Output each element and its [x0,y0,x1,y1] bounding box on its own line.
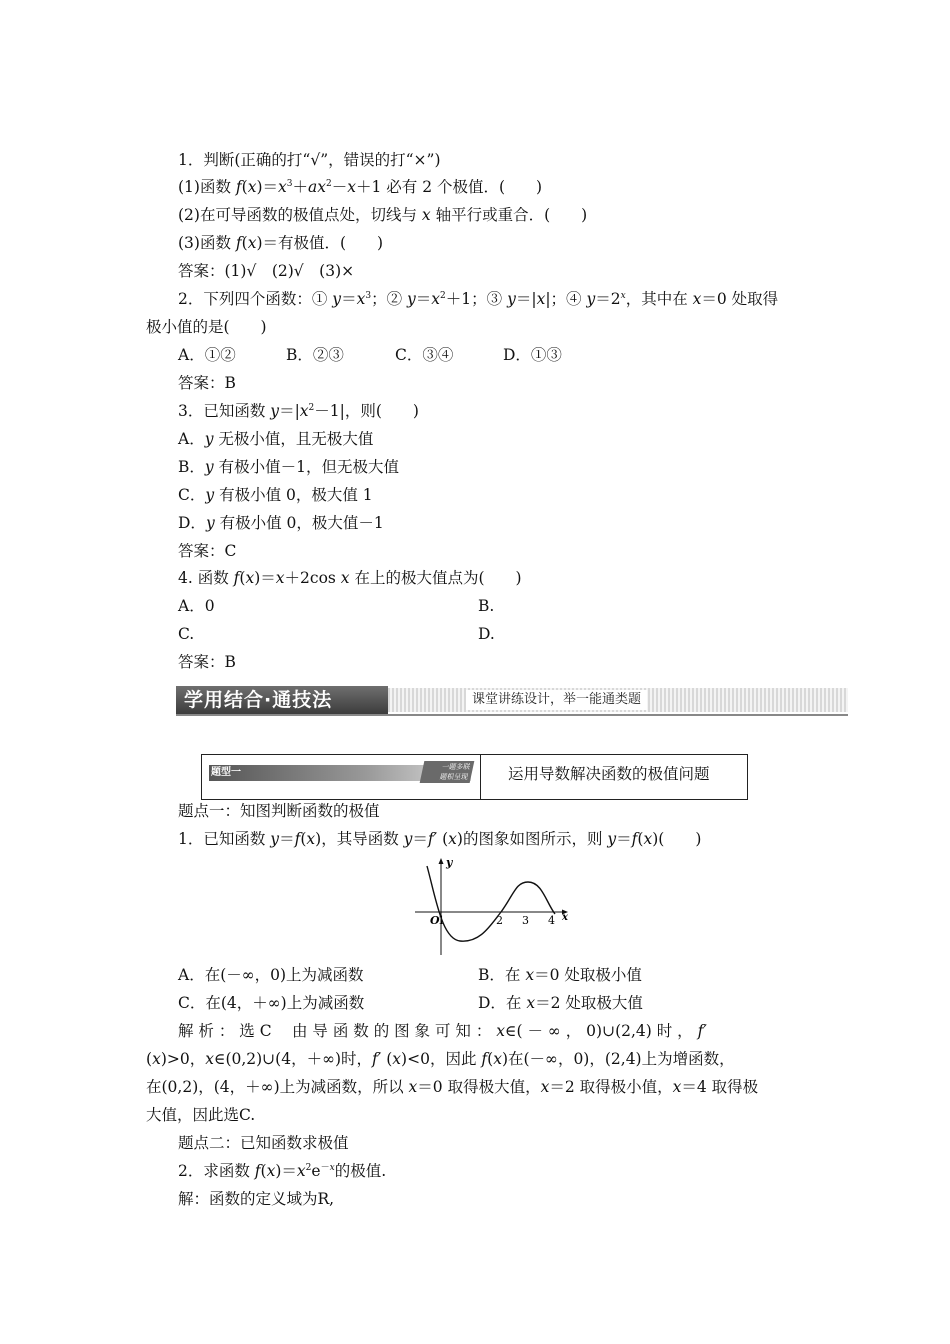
q1-item-1: (1)函数 $f(x)=x^3+ax^2-x+1$ 必有 2 个极值．( ) [178,178,543,196]
question-type-title: 运用导数解决函数的极值问题 [508,765,710,783]
derivative-graph [410,854,575,956]
q4-stem: 4. 函数 f(x)＝x＋2cos x 在上的极大值点为( ) [178,569,522,587]
example-1-option-c: C．在(4，＋∞)上为减函数 [178,994,365,1012]
origin-label: O [430,914,440,927]
y-axis-label: y [446,856,453,869]
topic-2-heading: 题点二：已知函数求极值 [178,1134,349,1152]
q4-option-c: C. [178,625,195,643]
q3-option-b: B．y 有极小值－1，但无极大值 [178,458,399,476]
q2-option-b: B．②③ [286,346,344,364]
question-type-box [201,754,748,800]
question-type-label-area [202,755,481,799]
q4-option-b: B. [478,597,495,615]
x-axis-label: x [562,912,568,923]
q1-answer: 答案：(1)√ (2)√ (3)× [178,262,355,280]
q2-option-d: D．①③ [503,346,562,364]
q2-option-c: C．③④ [395,346,454,364]
q1-item-2: (2)在可导函数的极值点处，切线与 x 轴平行或重合．( ) [178,206,588,224]
example-1-option-d: D．在 x＝2 处取极大值 [478,994,643,1012]
example-1-option-a: A．在(－∞，0)上为减函数 [178,966,364,984]
example-2-solution-start: 解：函数的定义域为R, [178,1190,335,1208]
tick-label-2: 2 [496,914,503,927]
banner-title: 学用结合·通技法 [176,686,388,714]
example-1-stem: 1．已知函数 y＝f(x)，其导函数 y＝f′ (x)的图象如图所示，则 y＝f(x)( ) [178,830,702,848]
derivative-curve [427,866,555,941]
q3-answer: 答案：C [178,542,237,560]
q3-option-d: D．y 有极小值 0，极大值－1 [178,514,384,532]
solution-line-4: 大值，因此选C. [146,1106,256,1124]
q2-stem-line2: 极小值的是( ) [146,318,267,336]
example-1-option-b: B．在 x＝0 处取极小值 [478,966,642,984]
banner-subtitle: 课堂讲练设计，举一能通类题 [466,690,647,710]
example-2-stem: 2．求函数 $f(x)=x^2e^{-x}$的极值. [178,1162,387,1180]
tick-label-3: 3 [522,914,529,927]
q4-answer: 答案：B [178,653,236,671]
q3-option-c: C．y 有极小值 0，极大值 1 [178,486,373,504]
topic-1-heading: 题点一：知图判断函数的极值 [178,802,380,820]
question-type-badge: 一题多联 题根呈现 [420,761,475,783]
q4-option-d: D. [478,625,495,643]
q3-stem: 3．已知函数 $y=|x^2-1|$，则( ) [178,402,419,420]
tick-label-1: 1 [438,914,445,927]
q1-heading: 1．判断(正确的打“√”，错误的打“×”) [178,151,441,169]
section-banner [176,686,848,714]
banner-divider [176,714,848,716]
q3-option-a: A．y 无极小值，且无极大值 [178,430,374,448]
solution-line-1: 解 析 ： 选 C 由 导 函 数 的 图 象 可 知 ： x∈( － ∞ ， 0)∪(2,4) 时 ， f′ [178,1022,707,1040]
solution-line-3: 在(0,2)，(4，＋∞)上为减函数，所以 x＝0 取得极大值，x＝2 取得极小值，x＝4 取得极 [146,1078,759,1096]
tick-label-4: 4 [548,914,555,927]
q1-item-3: (3)函数 f(x)＝有极值．( ) [178,234,384,252]
q2-answer: 答案：B [178,374,236,392]
question-type-tag: 题型一 [211,767,241,778]
q2-option-a: A．①② [178,346,236,364]
q4-option-a: A．0 [178,597,215,615]
y-axis-arrow [439,858,444,864]
solution-line-2: (x)>0，x∈(0,2)∪(4，＋∞)时，f′ (x)<0，因此 f(x)在(－∞，0)，(2,4)上为增函数， [146,1050,735,1068]
q2-stem: 2．下列四个函数：① $y=x^3$；② $y=x^2+1$；③ y＝|x|；④ $y=2^x$，其中在 x＝0 处取得 [178,290,779,308]
